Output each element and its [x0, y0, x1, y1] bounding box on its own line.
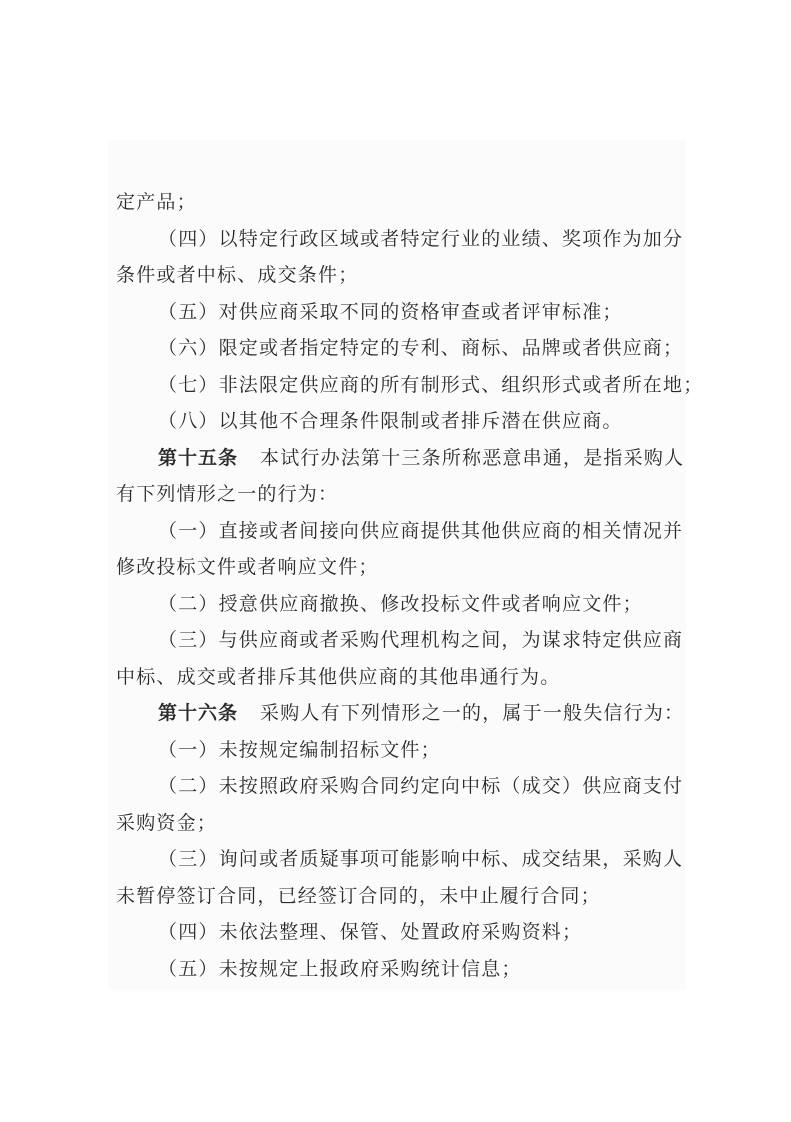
text-line: （四）以特定行政区域或者特定行业的业绩、奖项作为加分 [158, 227, 684, 250]
text-line: （七）非法限定供应商的所有制形式、组织形式或者所在地； [158, 373, 704, 396]
text-line: （四）未依法整理、保管、处置政府采购资料； [158, 921, 583, 943]
article-text: 采购人有下列情形之一的，属于一般失信行为： [260, 702, 685, 724]
text-line: 条件或者中标、成交条件； [116, 264, 359, 286]
text-line: 修改投标文件或者响应文件； [116, 556, 379, 578]
document-body [116, 184, 704, 987]
text-line: 中标、成交或者排斥其他供应商的其他串通行为。 [116, 665, 561, 688]
text-line: （三）与供应商或者采购代理机构之间，为谋求特定供应商 [158, 629, 684, 651]
text-line: 采购资金； [116, 811, 218, 834]
article-16-line [116, 695, 690, 732]
text-line: （五）未按规定上报政府采购统计信息； [158, 957, 522, 980]
text-line: （五）对供应商采取不同的资格审查或者评审标准； [158, 300, 623, 323]
text-line: （八）以其他不合理条件限制或者排斥潜在供应商。 [158, 410, 623, 432]
text-line: （一）直接或者间接向供应商提供其他供应商的相关情况并 [158, 519, 684, 542]
text-line: （三）询问或者质疑事项可能影响中标、成交结果，采购人 [158, 848, 684, 870]
text-line: 有下列情形之一的行为： [116, 483, 339, 505]
article-heading: 第十五条 [158, 446, 239, 469]
text-line: 定产品； [116, 191, 197, 213]
text-line: 未暂停签订合同，已经签订合同的，未中止履行合同； [116, 884, 601, 907]
article-heading: 第十六条 [158, 702, 239, 724]
article-15-line [116, 440, 690, 477]
text-line: （二）未按照政府采购合同约定向中标（成交）供应商支付 [158, 775, 684, 797]
text-line: （六）限定或者指定特定的专利、商标、品牌或者供应商； [158, 337, 684, 359]
text-line: （二）授意供应商撤换、修改投标文件或者响应文件； [158, 592, 643, 615]
article-text: 本试行办法第十三条所称恶意串通，是指采购人 [260, 446, 685, 469]
text-line: （一）未按规定编制招标文件； [158, 738, 441, 761]
